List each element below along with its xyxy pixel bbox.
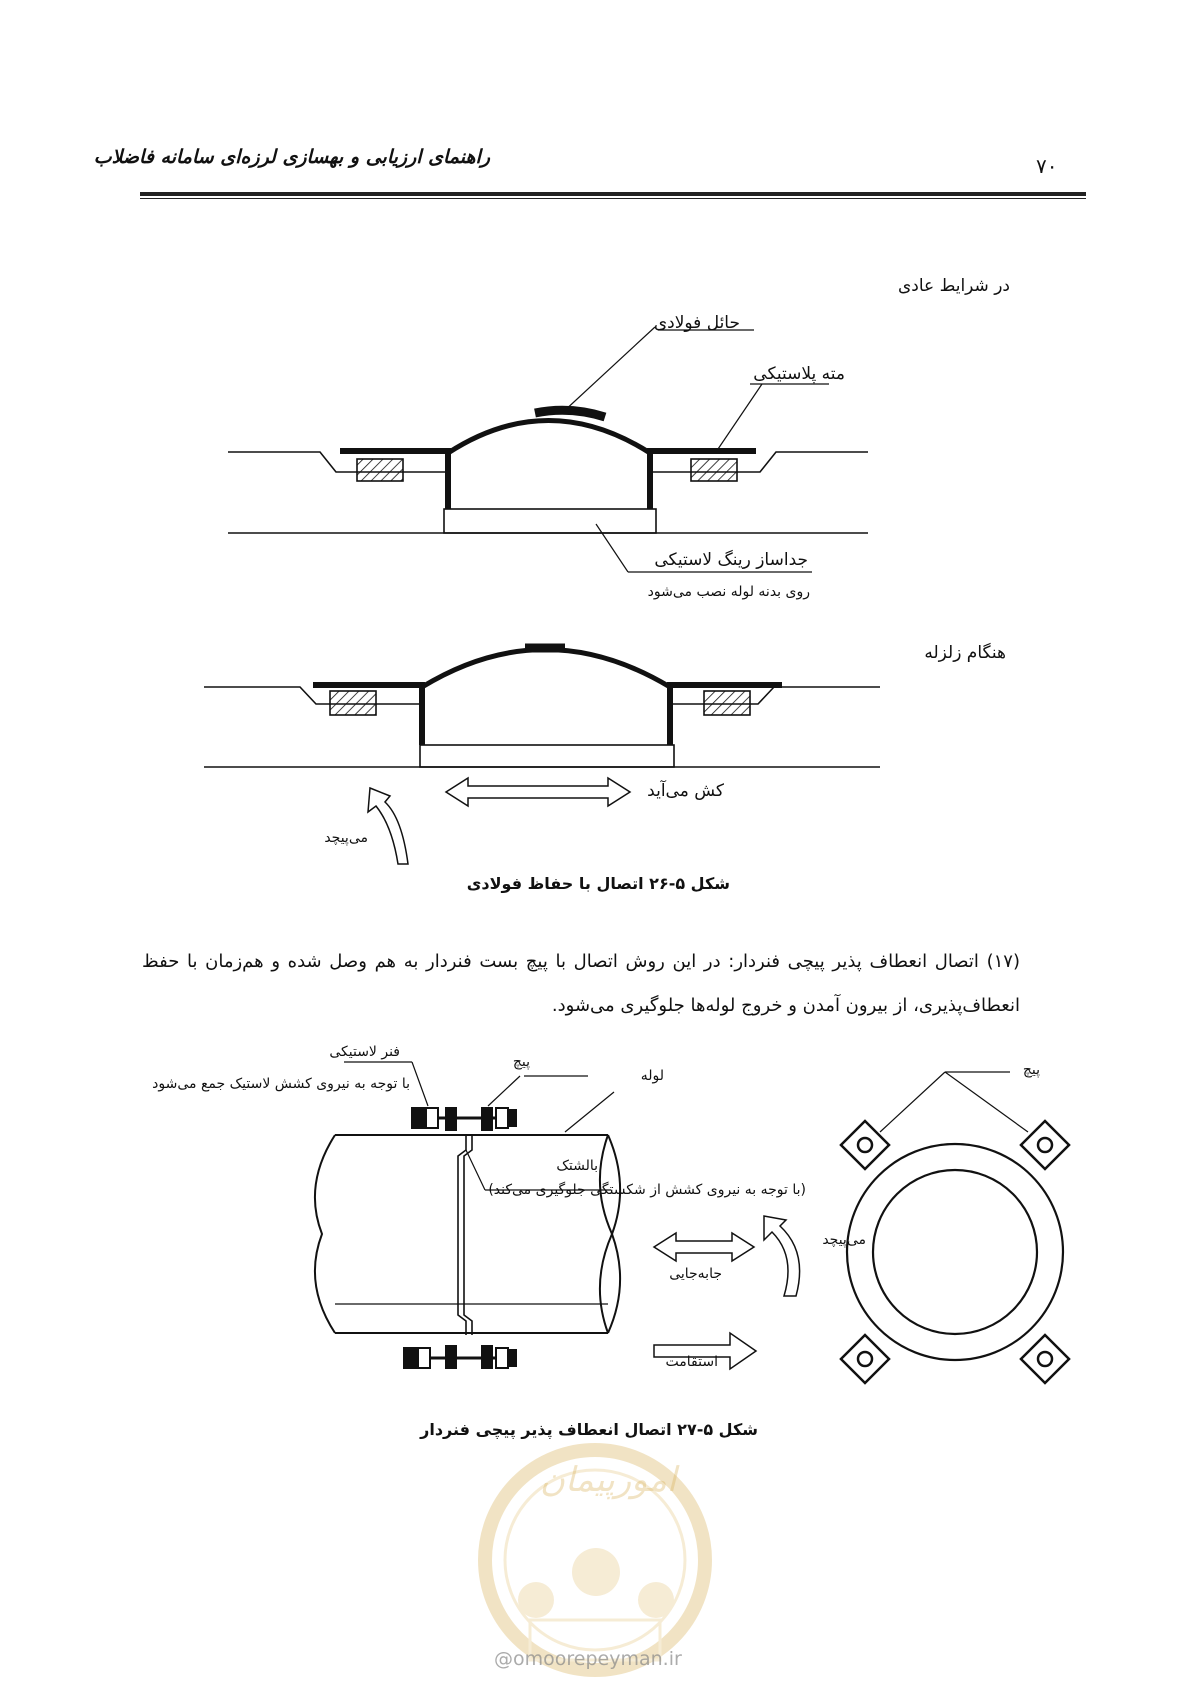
displacement-label: جابه‌جایی xyxy=(669,1266,722,1282)
figure-27-caption: شکل ۵-۲۷ اتصال انعطاف پذیر پیچی فنردار xyxy=(420,1420,758,1439)
page-number: ۷۰ xyxy=(1036,154,1058,178)
rubber-spring-note: با توجه به نیروی کشش لاستیک جمع می‌شود xyxy=(152,1076,410,1092)
watermark-site-text: omoorepeyman.ir xyxy=(513,1648,682,1670)
figure-26-caption: شکل ۵-۲۶ اتصال با حفاظ فولادی xyxy=(466,874,730,893)
twist-label: می‌پیچد xyxy=(324,830,368,846)
watermark-site xyxy=(494,1648,682,1670)
rubber-spring-label: فنر لاستیکی xyxy=(329,1044,400,1060)
separator-label: جداساز رینگ لاستیکی xyxy=(654,550,808,570)
bolt-label: پیچ xyxy=(512,1054,530,1070)
at-icon: @ xyxy=(494,1648,513,1670)
steel-guard-label: حائل فولادی xyxy=(653,313,740,333)
stability-label: استقامت xyxy=(665,1354,718,1370)
state-normal-label: در شرایط عادی xyxy=(897,276,1010,296)
running-header-title: راهنمای ارزیابی و بهسازی لرزه‌ای سامانه فاضلاب xyxy=(93,146,490,168)
separator-note: روی بدنه لوله نصب می‌شود xyxy=(647,584,810,600)
flange-twist-label: می‌پیچد xyxy=(822,1232,866,1248)
plastic-drill-label: مته پلاستیکی xyxy=(753,364,845,384)
watermark-logo-text: امورپیمان xyxy=(540,1460,677,1500)
pull-label: کش می‌آید xyxy=(647,781,724,801)
flange-bolt-label: پیچ xyxy=(1022,1062,1040,1078)
cushion-note: (با توجه به نیروی کشش از شکستگی جلوگیری می‌کند) xyxy=(488,1182,806,1198)
cushion-label: بالشتک xyxy=(556,1158,598,1174)
paragraph-17: (۱۷) اتصال انعطاف پذیر پیچی فنردار: در این روش اتصال با پیچ بست فنردار به هم وصل شده و هم‌زمان با حفظ انعطاف‌پذیری، از بیرون آمدن و خروج لوله‌ها جلوگیری می‌شود. xyxy=(142,951,1020,1016)
pipe-label: لوله xyxy=(640,1068,664,1084)
state-quake-label: هنگام زلزله xyxy=(924,643,1006,663)
